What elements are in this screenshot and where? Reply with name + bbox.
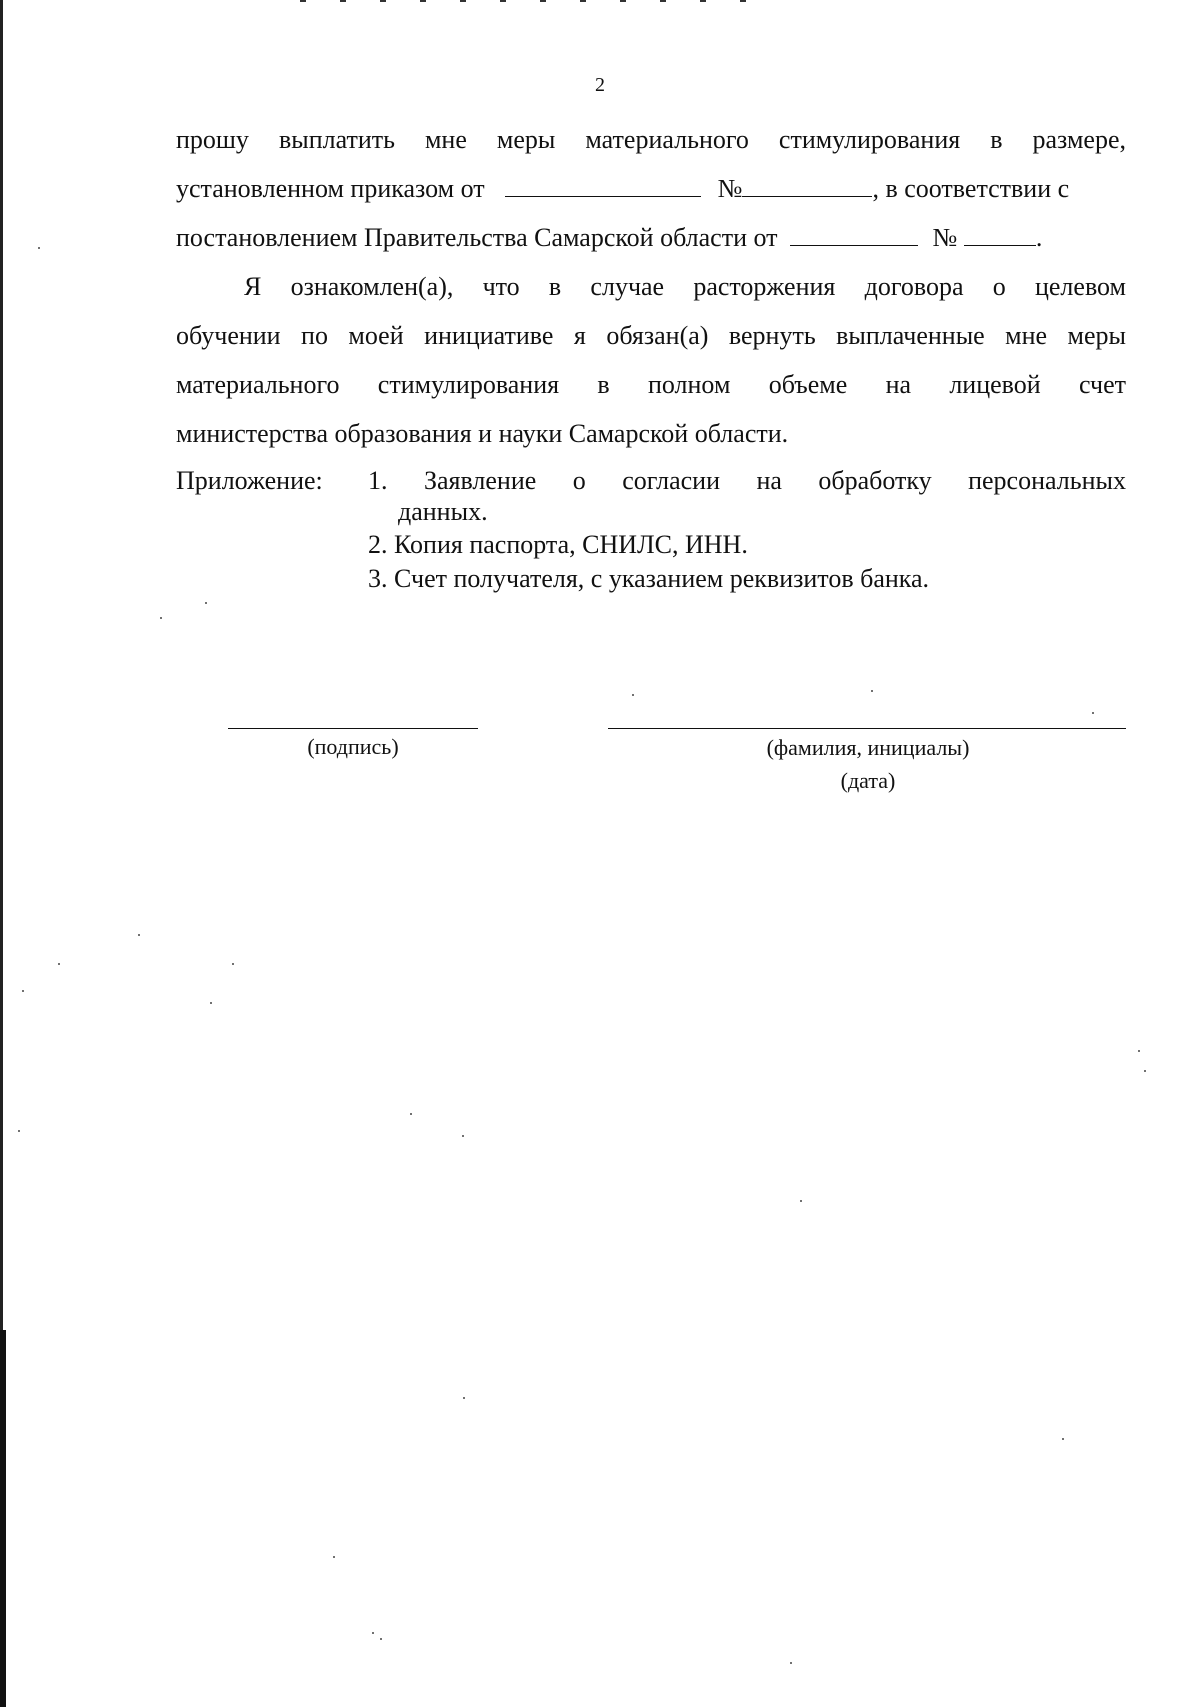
scan-speck xyxy=(333,1556,335,1558)
scan-speck xyxy=(790,1662,792,1664)
order-number-blank xyxy=(742,174,872,197)
scan-speck xyxy=(372,1632,374,1634)
name-caption: (фамилия, инициалы) xyxy=(766,735,970,760)
signature-caption: (подпись) xyxy=(307,734,399,759)
signature-line xyxy=(228,728,478,729)
attachment-1-line-2: данных. xyxy=(398,497,488,526)
order-date-blank xyxy=(505,174,701,197)
scan-speck xyxy=(160,617,162,619)
scan-speck xyxy=(632,694,634,696)
paragraph-1-line-2 xyxy=(176,174,1126,204)
scan-speck xyxy=(58,963,60,965)
paragraph-1-line-3 xyxy=(176,223,1126,253)
attachment-1-line-1: 1. Заявление о согласии на обработку персональных xyxy=(368,466,1126,495)
order-text: установленном приказом от xyxy=(176,174,485,203)
scan-speck xyxy=(1144,1070,1146,1072)
scan-speck xyxy=(18,1130,20,1132)
resolution-end: . xyxy=(1035,223,1043,252)
scan-speck xyxy=(380,1638,382,1640)
scan-speck xyxy=(22,990,24,992)
accordance-text: , в соответствии с xyxy=(872,174,1070,203)
scan-speck xyxy=(205,602,207,604)
paragraph-2-line-3: материального стимулирования в полном объеме на лицевой счет xyxy=(176,370,1126,399)
scan-speck xyxy=(462,1135,464,1137)
scan-speck xyxy=(871,690,873,692)
date-caption: (дата) xyxy=(840,768,896,793)
scan-speck xyxy=(463,1397,465,1399)
scan-speck xyxy=(138,934,140,936)
scan-edge-left-dark xyxy=(0,1330,6,1707)
page-number: 2 xyxy=(595,74,605,96)
resolution-number-blank xyxy=(964,223,1036,246)
scan-speck xyxy=(38,247,40,249)
scan-edge-top xyxy=(300,0,780,2)
resolution-number-sign: № xyxy=(932,223,958,252)
scan-speck xyxy=(1138,1050,1140,1052)
scan-speck xyxy=(1062,1438,1064,1440)
paragraph-2-line-4: министерства образования и науки Самарской области. xyxy=(176,419,789,448)
resolution-date-blank xyxy=(790,223,918,246)
paragraph-2-line-2: обучении по моей инициативе я обязан(а) вернуть выплаченные мне меры xyxy=(176,321,1126,350)
order-number-sign: № xyxy=(717,174,743,203)
attachments-label: Приложение: xyxy=(176,466,323,495)
scan-speck xyxy=(210,1002,212,1004)
name-line xyxy=(608,728,1126,729)
scan-speck xyxy=(800,1200,802,1202)
paragraph-1-line-1: прошу выплатить мне меры материального стимулирования в размере, xyxy=(176,125,1126,154)
scan-speck xyxy=(232,963,234,965)
resolution-text: постановлением Правительства Самарской области от xyxy=(176,223,778,252)
scan-speck xyxy=(410,1113,412,1115)
attachment-2: 2. Копия паспорта, СНИЛС, ИНН. xyxy=(368,530,748,559)
scan-speck xyxy=(1092,712,1094,714)
paragraph-2-line-1: Я ознакомлен(а), что в случае расторжения договора о целевом xyxy=(244,272,1126,301)
attachment-3: 3. Счет получателя, с указанием реквизитов банка. xyxy=(368,564,930,593)
